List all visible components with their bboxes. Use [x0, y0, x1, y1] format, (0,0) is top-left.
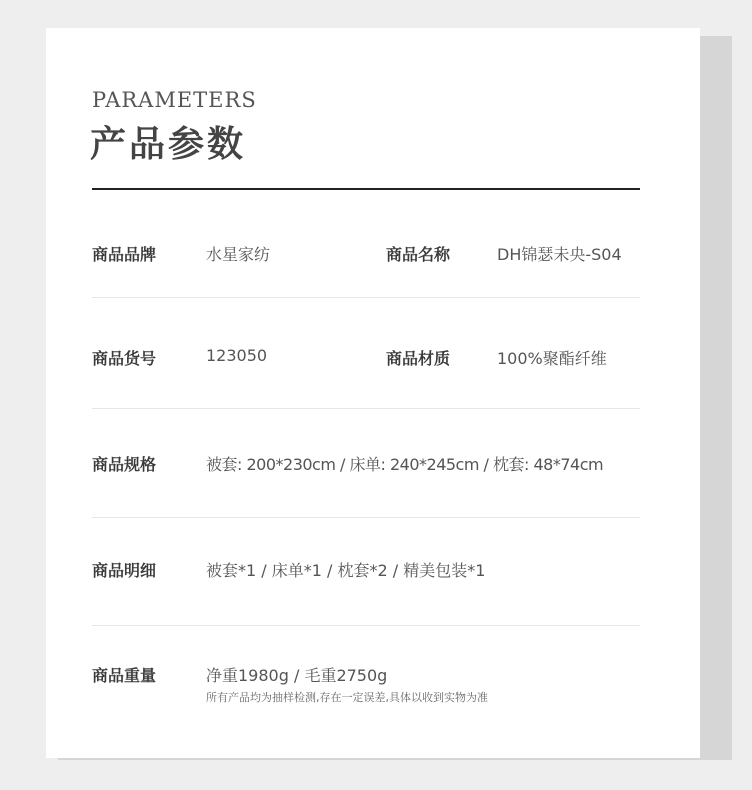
- param-label-sku: 商品货号: [92, 349, 157, 368]
- param-row-contents: [92, 518, 640, 626]
- param-label-weight: 商品重量: [92, 666, 157, 685]
- title-chinese: 产品参数: [90, 124, 247, 165]
- param-label-material: 商品材质: [386, 349, 451, 368]
- param-label-name: 商品名称: [386, 245, 451, 264]
- param-label-spec: 商品规格: [92, 455, 157, 474]
- row-divider: [92, 297, 640, 298]
- weight-disclaimer-note: 所有产品均为抽样检测,存在一定误差,具体以收到实物为准: [206, 691, 488, 704]
- row-divider: [92, 625, 640, 626]
- param-value-contents: 被套*1 / 床单*1 / 枕套*2 / 精美包装*1: [206, 561, 486, 580]
- param-label-contents: 商品明细: [92, 561, 157, 580]
- param-value-weight: 净重1980g / 毛重2750g: [206, 666, 388, 685]
- parameters-card: [46, 28, 700, 758]
- param-value-name: DH锦瑟未央-S04: [497, 245, 622, 264]
- param-row-brand: [92, 190, 640, 298]
- param-row-weight: [92, 627, 640, 737]
- param-row-spec: [92, 410, 640, 518]
- title-english: PARAMETERS: [92, 88, 257, 112]
- param-row-sku: [92, 301, 640, 409]
- row-divider: [92, 408, 640, 409]
- param-value-material: 100%聚酯纤维: [497, 349, 607, 368]
- param-value-brand: 水星家纺: [206, 245, 271, 264]
- param-value-spec: 被套: 200*230cm / 床单: 240*245cm / 枕套: 48*74cm: [206, 455, 604, 474]
- param-label-brand: 商品品牌: [92, 245, 157, 264]
- param-value-sku: 123050: [206, 346, 268, 365]
